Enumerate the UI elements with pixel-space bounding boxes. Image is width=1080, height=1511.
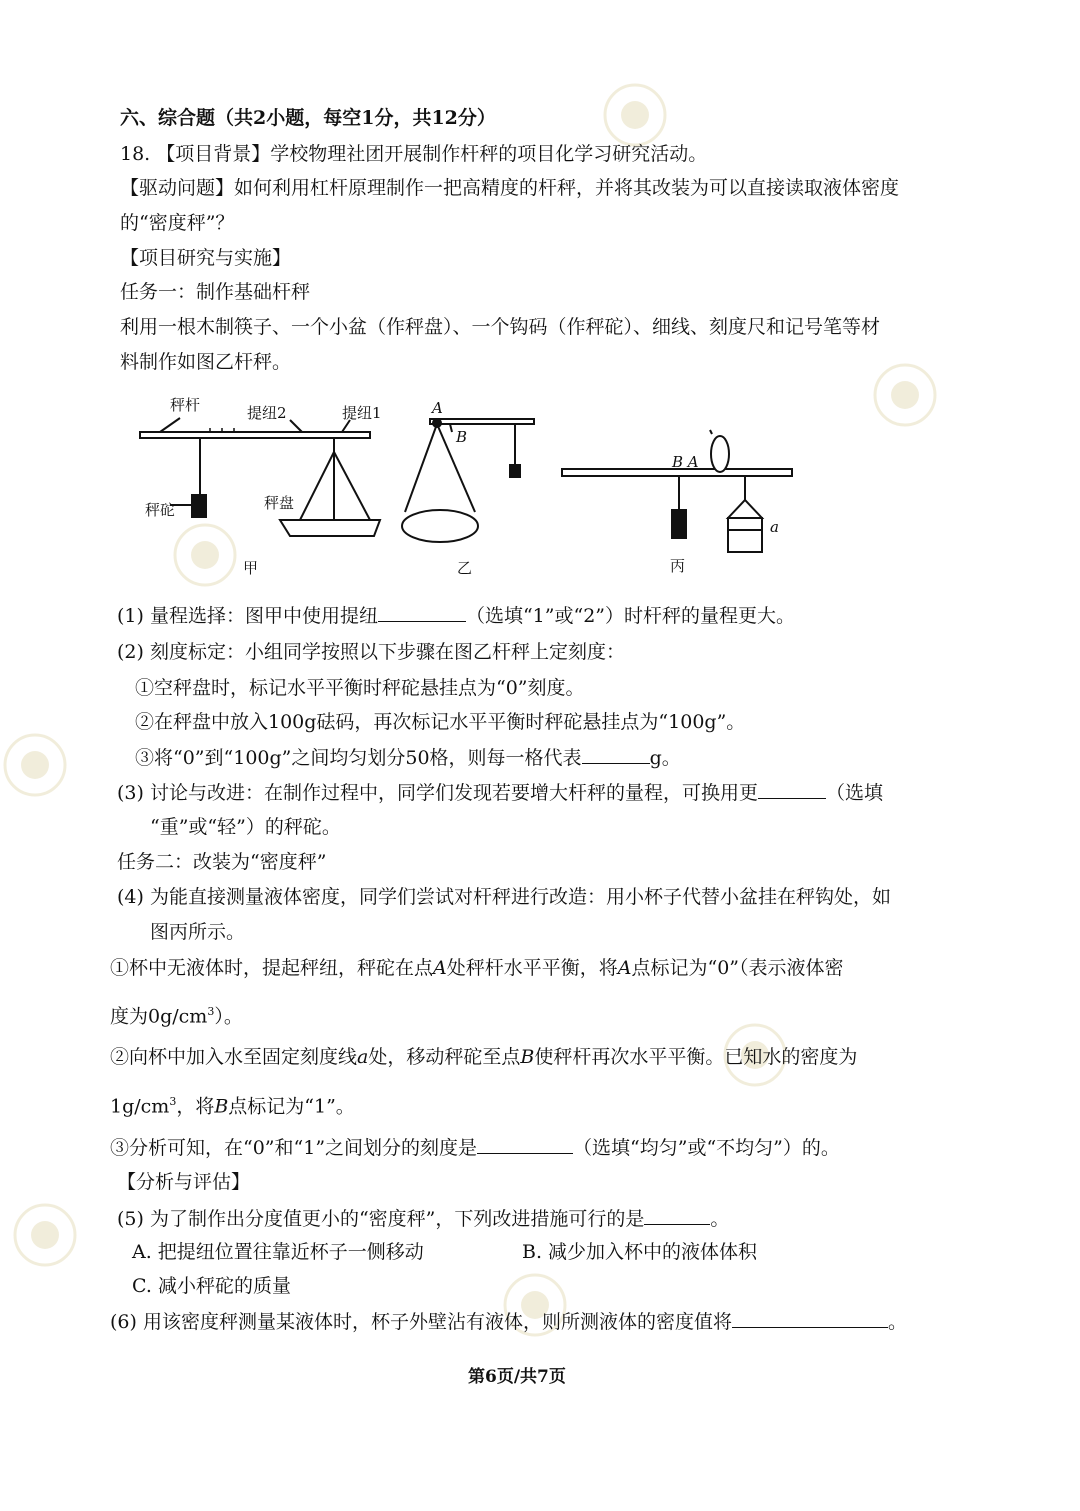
task1-heading: 任务一：制作基础杆秤	[120, 281, 311, 303]
q2-step3	[135, 745, 681, 770]
q3-answer-blank[interactable]	[758, 780, 826, 799]
superscript-3: 3	[169, 1095, 177, 1108]
q5-option-b: B. 减少加入杯中的液体体积	[522, 1241, 758, 1263]
q6-text-a: (6) 用该密度秤测量某液体时，杯子外壁沾有液体，则所测液体的密度值将	[110, 1311, 732, 1333]
section-title: 六、综合题（共2小题，每空1分，共12分）	[120, 107, 496, 129]
q1-line	[117, 603, 795, 628]
q4-step1-text-c: 点标记为“0”（表示液体密	[631, 957, 844, 979]
driving-question-line1: 【驱动问题】如何利用杠杆原理制作一把高精度的杆秤，并将其改装为可以直接读取液体密度	[120, 177, 900, 199]
q4-step2	[110, 1045, 857, 1069]
materials-line2: 料制作如图乙杆秤。	[120, 351, 292, 373]
label-niu1: 提纽1	[342, 404, 382, 422]
q3-text-a: (3) 讨论与改进：在制作过程中，同学们发现若要增大杆秤的量程，可换用更	[117, 782, 758, 804]
watermark-logo	[0, 730, 70, 804]
q6-text-b: 。	[887, 1311, 907, 1333]
label-jia: 甲	[243, 559, 259, 577]
q2-step3-text-a: ③将“0”到“100g”之间均匀划分50格，则每一格代表	[135, 747, 582, 769]
q4-answer-blank[interactable]	[477, 1135, 573, 1154]
q6-answer-blank[interactable]	[732, 1309, 888, 1328]
project-background: 18. 【项目背景】学校物理社团开展制作杆秤的项目化学习研究活动。	[120, 143, 708, 165]
q4-step2-text-f: 点标记为“1”。	[228, 1095, 355, 1118]
label-gan: 秤杆	[170, 396, 201, 414]
q5-line	[117, 1206, 729, 1231]
q2-answer-blank[interactable]	[582, 745, 650, 764]
q1-answer-blank[interactable]	[378, 603, 466, 622]
label-pan: 秤盘	[264, 494, 295, 512]
var-B: B	[214, 1095, 229, 1118]
materials-line1: 利用一根木制筷子、一个小盆（作秤盘）、一个钩码（作秤砣）、细线、刻度尺和记号笔等材	[120, 316, 881, 338]
q4-step2-text-b: 处，移动秤砣至点	[368, 1046, 521, 1068]
q3-line2: “重”或“轻”）的秤砣。	[150, 816, 341, 838]
q4-step2-text-e: ，将	[176, 1095, 215, 1118]
q4-step3-text-a: ③分析可知，在“0”和“1”之间划分的刻度是	[110, 1137, 478, 1159]
superscript-3: 3	[207, 1005, 215, 1018]
q2-step3-text-b: g。	[649, 747, 681, 769]
q5-option-a: A. 把提纽位置往靠近杯子一侧移动	[132, 1241, 424, 1263]
q2-intro: (2) 刻度标定：小组同学按照以下步骤在图乙杆秤上定刻度：	[117, 641, 625, 663]
label-niu2: 提纽2	[247, 404, 287, 422]
page-footer: 第6页/共7页	[468, 1367, 566, 1387]
var-A: A	[433, 957, 447, 979]
q4-step3	[110, 1135, 840, 1160]
q1-text-b: （选填“1”或“2”）时杆秤的量程更大。	[465, 605, 795, 627]
label-yi: 乙	[457, 559, 473, 577]
q4-step2-cont	[110, 1090, 355, 1118]
q4-step2-text-c: 使秤杆再次水平平衡。已知水的密度为	[534, 1046, 858, 1068]
analysis-heading: 【分析与评估】	[117, 1171, 251, 1193]
q4-step3-text-b: （选填“均匀”或“不均匀”）的。	[573, 1137, 840, 1159]
label-B-yi: B	[456, 428, 468, 446]
q4-step1	[110, 956, 844, 980]
label-BA-bing: B A	[672, 453, 699, 471]
q3-line1	[117, 780, 883, 805]
scale-figure	[130, 390, 810, 590]
watermark-logo	[10, 1200, 80, 1274]
label-a-bing: a	[770, 518, 779, 536]
q3-text-b: （选填	[825, 782, 883, 804]
task2-heading: 任务二：改装为“密度秤”	[117, 851, 327, 873]
watermark-logo	[870, 360, 940, 434]
q2-step1: ①空秤盘时，标记水平平衡时秤砣悬挂点为“0”刻度。	[135, 677, 585, 699]
q4-step1-text-b: 处秤杆水平平衡，将	[446, 957, 618, 979]
q4-step1-text-a: ①杯中无液体时，提起秤纽，秤砣在点	[110, 957, 434, 979]
q5-answer-blank[interactable]	[644, 1206, 710, 1225]
q4-step1-cont	[110, 1000, 243, 1028]
q4-step1-text-e: ）。	[214, 1005, 243, 1028]
label-bing: 丙	[670, 557, 686, 575]
q5-option-c: C. 减小秤砣的质量	[132, 1275, 291, 1297]
q4-step2-text-d: 1g/cm	[110, 1095, 170, 1118]
q2-step2: ②在秤盘中放入100g砝码，再次标记水平平衡时秤砣悬挂点为“100g”。	[135, 711, 746, 733]
var-A: A	[617, 957, 632, 979]
q4-line2: 图丙所示。	[150, 921, 246, 943]
q4-step2-text-a: ②向杯中加入水至固定刻度线	[110, 1046, 358, 1068]
q5-text-b: 。	[710, 1208, 730, 1230]
label-A-yi: A	[432, 399, 443, 417]
label-tuo: 秤砣	[145, 501, 176, 519]
var-B: B	[520, 1046, 535, 1068]
var-a: a	[357, 1046, 369, 1068]
q4-step1-text-d: 度为0g/cm	[110, 1005, 208, 1028]
q6-line	[110, 1309, 907, 1334]
q4-line1: (4) 为能直接测量液体密度，同学们尝试对杆秤进行改造：用小杯子代替小盆挂在秤钩处，如	[117, 886, 891, 908]
q1-text-a: (1) 量程选择：图甲中使用提纽	[117, 605, 378, 627]
research-heading: 【项目研究与实施】	[120, 247, 292, 269]
q5-text-a: (5) 为了制作出分度值更小的“密度秤”，下列改进措施可行的是	[117, 1208, 645, 1230]
driving-question-line2: 的“密度秤”？	[120, 212, 235, 234]
